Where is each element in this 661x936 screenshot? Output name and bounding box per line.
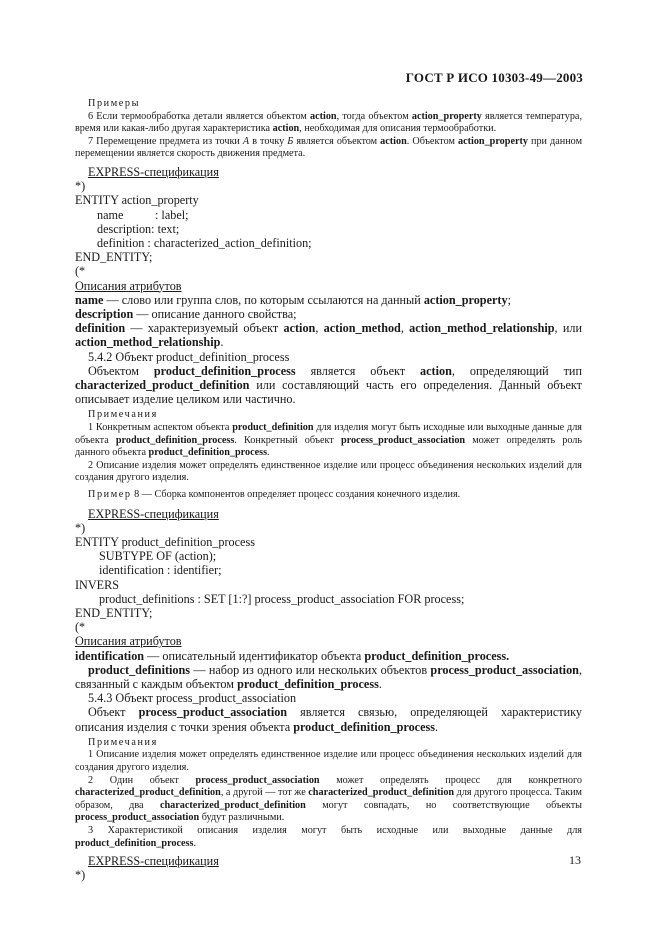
attr-product-definitions-desc: product_definitions — набор из одного или нескольких объектов process_product_association, связанный с каждым объектом product_definition_process. [75, 662, 582, 692]
example-6: 6 Если термообработка детали является объектом action, тогда объектом action_property является температура, время или какая-либо другая характеристика action, необходимая для описания термообработки. [75, 110, 582, 135]
code-identification: identification : identifier; [99, 563, 222, 578]
code-end-entity: END_ENTITY; [75, 606, 153, 620]
code-invers: INVERS [75, 577, 120, 592]
code-attr-description: description: text; [97, 221, 180, 236]
page-content [75, 98, 582, 883]
code-attr-definition: definition : characterized_action_definition; [97, 235, 312, 250]
attr-description-desc: description — описание данного свойства; [75, 307, 297, 321]
note-1-b: 1 Описание изделия может определять единственное изделие или процесс объединения нескольких изделий для создания другого изделия. [75, 749, 582, 774]
page-number: 13 [569, 853, 581, 867]
standard-header: ГОСТ Р ИСО 10303-49—2003 [405, 70, 583, 85]
express-code-2 [75, 521, 582, 635]
code-entity: ENTITY action_property [75, 193, 199, 208]
express-spec-title-3: EXPRESS-спецификация [88, 854, 219, 869]
section-5-4-3-paragraph: Объект process_product_association является связью, определяющей характеристику описания изделия с точки зрения объекта product_definition_process. [75, 705, 582, 734]
express-spec-title-1: EXPRESS-спецификация [88, 164, 219, 179]
example-7: 7 Перемещение предмета из точки А в точку Б является объектом action. Объектом action_property при данном перемещении является скорость движения предмета. [75, 135, 583, 160]
note-2-b: 2 Один объект process_product_association может определять процесс для конкретного characterized_product_definition, а другой — тот же characterized_product_definition для другого процесса. Таким образом, два characterized_product_definition могут совпадать, но соответствующие объекты process_product_association будут различными. [75, 774, 583, 824]
code-subtype: SUBTYPE OF (action); [99, 549, 217, 564]
code-inverse-attr: product_definitions : SET [1:?] process_product_association FOR process; [99, 591, 465, 606]
code-open: *) [75, 868, 86, 883]
code-entity: ENTITY product_definition_process [75, 534, 255, 549]
code-open: *) [75, 520, 86, 535]
note-2-a: 2 Описание изделия может определять единственное изделие или процесс объединения нескольких изделий для создания другого изделия. [75, 459, 582, 484]
code-close: (* [75, 620, 86, 635]
examples-title: Примеры [88, 98, 141, 109]
express-code-3 [75, 868, 582, 882]
express-code-1 [75, 179, 582, 278]
code-close: (* [75, 264, 86, 279]
code-attr-name: name : label; [97, 207, 189, 222]
attr-desc-title-2: Описания атрибутов [75, 634, 182, 649]
attr-name-desc: name — слово или группа слов, по которым ссылаются на данный action_property; [75, 292, 511, 307]
notes-title-2: Примечания [88, 736, 158, 748]
code-open: *) [75, 179, 86, 194]
note-1-a: 1 Конкретным аспектом объекта product_definition для изделия могут быть исходные или выходные данные для объекта product_definition_process. Конкретный объект process_product_association может определять роль данного объекта product_definition_process. [75, 422, 583, 459]
attr-definition-desc: definition — характеризуемый объект action, action_method, action_method_relationship, или action_method_relationship. [75, 321, 582, 350]
section-5-4-2-paragraph: Объектом product_definition_process является объект action, определяющий тип characterized_product_definition или составляющий часть его определения. Данный объект описывает изделие целиком или частично. [75, 363, 582, 407]
express-spec-title-2: EXPRESS-спецификация [88, 506, 219, 521]
code-end-entity: END_ENTITY; [75, 250, 153, 265]
attr-identification-desc: identification — описательный идентификатор объекта product_definition_process. [75, 648, 510, 663]
note-3-b: 3 Характеристикой описания изделия могут быть исходные или выходные данные для product_definition_process. [75, 824, 582, 849]
example-8: Пример 8 — Сборка компонентов определяет процесс создания конечного изделия. [88, 488, 461, 500]
section-heading-5-4-2: 5.4.2 Объект product_definition_process [88, 349, 290, 364]
section-heading-5-4-3: 5.4.3 Объект process_product_association [88, 691, 297, 706]
attr-desc-title-1: Описания атрибутов [75, 278, 182, 293]
notes-title-1: Примечания [88, 409, 158, 421]
